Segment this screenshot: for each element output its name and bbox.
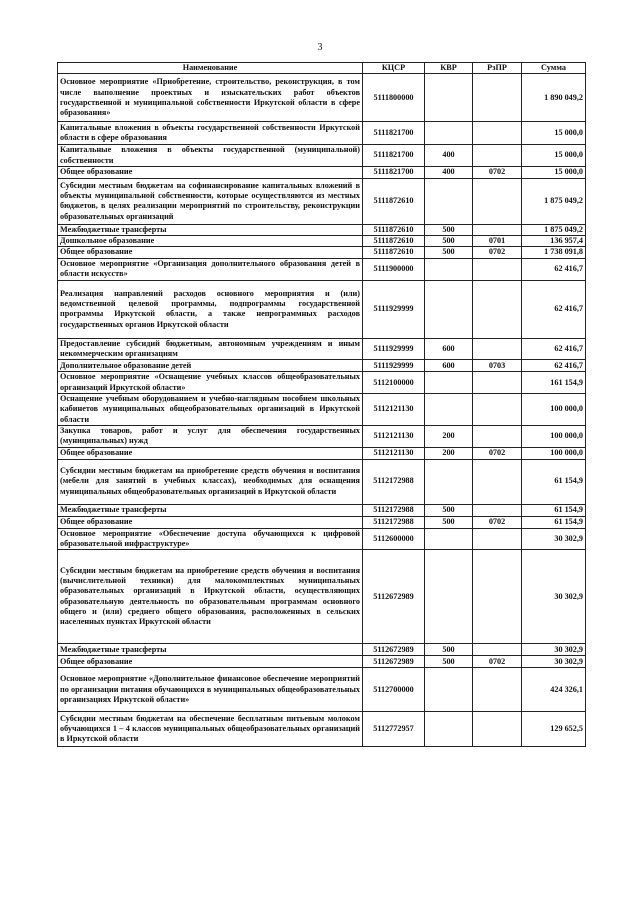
cell-kvr: 500 <box>425 224 473 235</box>
cell-amount: 15 000,0 <box>522 145 586 167</box>
cell-amount: 100 000,0 <box>522 425 586 447</box>
cell-rzpr: 0702 <box>473 247 522 258</box>
cell-amount: 61 154,9 <box>522 516 586 528</box>
cell-amount: 62 416,7 <box>522 338 586 360</box>
table-row <box>58 459 586 504</box>
table-row <box>58 145 586 167</box>
cell-amount: 136 957,4 <box>522 236 586 247</box>
table-header-row <box>58 63 586 74</box>
cell-rzpr <box>473 459 522 504</box>
table-row <box>58 712 586 747</box>
table-row <box>58 516 586 528</box>
cell-amount: 15 000,0 <box>522 166 586 178</box>
cell-kcsr: 5111929999 <box>363 280 425 338</box>
header-kcsr: КЦСР <box>363 63 425 74</box>
cell-rzpr <box>473 280 522 338</box>
cell-rzpr <box>473 338 522 360</box>
table-row <box>58 393 586 425</box>
cell-name: Капитальные вложения в объекты государственной собственности Иркутской области в сфере образования <box>58 122 363 145</box>
cell-amount: 1 890 049,2 <box>522 74 586 122</box>
cell-amount: 100 000,0 <box>522 393 586 425</box>
cell-kcsr: 5112121130 <box>363 447 425 459</box>
cell-kcsr: 5111900000 <box>363 258 425 280</box>
cell-kcsr: 5112672989 <box>363 656 425 668</box>
cell-kvr <box>425 393 473 425</box>
cell-kcsr: 5112672989 <box>363 644 425 656</box>
cell-kvr: 200 <box>425 447 473 459</box>
cell-name: Субсидии местным бюджетам на приобретение средств обучения и воспитания (мебели для занятий в учебных классах), необходимых для оснащения муниципальных общеобразовательных организаций в Иркутской области <box>58 459 363 504</box>
cell-kcsr: 5112600000 <box>363 528 425 550</box>
cell-rzpr <box>473 258 522 280</box>
cell-name: Субсидии местным бюджетам на софинансирование капитальных вложений в объекты муниципальной собственности, которые осуществляются из местных бюджетов, в целях реализации мероприятий по строительству, реконструкции образовательных организаций <box>58 178 363 224</box>
cell-rzpr <box>473 224 522 235</box>
cell-kcsr: 5111821700 <box>363 166 425 178</box>
cell-kvr: 500 <box>425 656 473 668</box>
cell-kvr: 600 <box>425 360 473 372</box>
cell-name: Дошкольное образование <box>58 236 363 247</box>
header-rzpr: РзПР <box>473 63 522 74</box>
cell-kcsr: 5111800000 <box>363 74 425 122</box>
cell-name: Общее образование <box>58 516 363 528</box>
table-row <box>58 360 586 372</box>
header-kvr: КВР <box>425 63 473 74</box>
cell-rzpr: 0703 <box>473 360 522 372</box>
cell-amount: 62 416,7 <box>522 360 586 372</box>
cell-rzpr: 0702 <box>473 447 522 459</box>
cell-name: Оснащение учебным оборудованием и учебно-наглядным пособием школьных кабинетов муниципальных общеобразовательных организаций в Иркутской области <box>58 393 363 425</box>
table-row <box>58 656 586 668</box>
cell-rzpr <box>473 550 522 644</box>
cell-kcsr: 5112672989 <box>363 550 425 644</box>
cell-kvr <box>425 178 473 224</box>
table-row <box>58 280 586 338</box>
cell-name: Общее образование <box>58 247 363 258</box>
cell-rzpr <box>473 393 522 425</box>
cell-rzpr <box>473 644 522 656</box>
cell-rzpr <box>473 712 522 747</box>
table-row <box>58 166 586 178</box>
table-row <box>58 236 586 247</box>
cell-kcsr: 5112121130 <box>363 393 425 425</box>
cell-kvr <box>425 74 473 122</box>
cell-name: Межбюджетные трансферты <box>58 504 363 516</box>
cell-amount: 61 154,9 <box>522 504 586 516</box>
cell-kcsr: 5112172988 <box>363 459 425 504</box>
cell-kcsr: 5111821700 <box>363 145 425 167</box>
cell-kcsr: 5111821700 <box>363 122 425 145</box>
cell-kvr <box>425 459 473 504</box>
cell-name: Закупка товаров, работ и услуг для обеспечения государственных (муниципальных) нужд <box>58 425 363 447</box>
cell-amount: 1 875 049,2 <box>522 178 586 224</box>
table-row <box>58 74 586 122</box>
cell-rzpr <box>473 425 522 447</box>
cell-name: Дополнительное образование детей <box>58 360 363 372</box>
cell-rzpr: 0702 <box>473 166 522 178</box>
cell-kcsr: 5112100000 <box>363 372 425 394</box>
cell-amount: 15 000,0 <box>522 122 586 145</box>
cell-kvr <box>425 122 473 145</box>
cell-amount: 100 000,0 <box>522 447 586 459</box>
table-row <box>58 338 586 360</box>
cell-amount: 30 302,9 <box>522 528 586 550</box>
table-row <box>58 550 586 644</box>
cell-kvr <box>425 528 473 550</box>
table-row <box>58 668 586 712</box>
cell-amount: 424 326,1 <box>522 668 586 712</box>
header-amount: Сумма <box>522 63 586 74</box>
cell-amount: 61 154,9 <box>522 459 586 504</box>
cell-kcsr: 5112172988 <box>363 504 425 516</box>
table-row <box>58 504 586 516</box>
cell-kvr <box>425 668 473 712</box>
cell-kvr: 200 <box>425 425 473 447</box>
cell-kvr <box>425 712 473 747</box>
cell-rzpr: 0701 <box>473 236 522 247</box>
cell-name: Основное мероприятие «Организация дополнительного образования детей в области искусств» <box>58 258 363 280</box>
cell-kcsr: 5111929999 <box>363 338 425 360</box>
table-body <box>58 74 586 747</box>
cell-name: Основное мероприятие «Обеспечение доступа обучающихся к цифровой образовательной инфраструктуре» <box>58 528 363 550</box>
cell-rzpr: 0702 <box>473 516 522 528</box>
cell-name: Межбюджетные трансферты <box>58 224 363 235</box>
table-row <box>58 644 586 656</box>
header-name: Наименование <box>58 63 363 74</box>
cell-rzpr <box>473 145 522 167</box>
cell-kvr: 500 <box>425 644 473 656</box>
cell-kcsr: 5112772957 <box>363 712 425 747</box>
cell-amount: 1 738 091,8 <box>522 247 586 258</box>
table-row <box>58 372 586 394</box>
cell-kcsr: 5112172988 <box>363 516 425 528</box>
cell-rzpr <box>473 372 522 394</box>
cell-amount: 30 302,9 <box>522 644 586 656</box>
cell-name: Субсидии местным бюджетам на приобретение средств обучения и воспитания (вычислительной техники) для малокомплектных муниципальных образовательных организаций в Иркутской области, осуществляющих образовательную деятельность по образовательным программам основного общего и (или) среднего общего образования, расположенных в сельских населенных пунктах Иркутской области <box>58 550 363 644</box>
cell-name: Общее образование <box>58 166 363 178</box>
cell-name: Реализация направлений расходов основного мероприятия и (или) ведомственной целевой программы, подпрограммы государственной программы Иркутской области, а также непрограммных расходов государственных органов Иркутской области <box>58 280 363 338</box>
cell-rzpr <box>473 528 522 550</box>
cell-amount: 62 416,7 <box>522 280 586 338</box>
cell-amount: 30 302,9 <box>522 656 586 668</box>
table-row <box>58 247 586 258</box>
cell-amount: 30 302,9 <box>522 550 586 644</box>
table-row <box>58 425 586 447</box>
cell-kcsr: 5112121130 <box>363 425 425 447</box>
cell-kvr: 600 <box>425 338 473 360</box>
cell-name: Общее образование <box>58 656 363 668</box>
cell-name: Основное мероприятие «Дополнительное финансовое обеспечение мероприятий по организации питания обучающихся в муниципальных общеобразовательных организациях Иркутской области» <box>58 668 363 712</box>
cell-kvr: 500 <box>425 236 473 247</box>
cell-amount: 62 416,7 <box>522 258 586 280</box>
cell-kvr: 500 <box>425 516 473 528</box>
cell-kcsr: 5111872610 <box>363 178 425 224</box>
cell-rzpr <box>473 504 522 516</box>
cell-kvr: 500 <box>425 504 473 516</box>
cell-name: Капитальные вложения в объекты государственной (муниципальной) собственности <box>58 145 363 167</box>
cell-kcsr: 5111929999 <box>363 360 425 372</box>
cell-rzpr <box>473 74 522 122</box>
cell-kvr: 500 <box>425 247 473 258</box>
cell-rzpr <box>473 122 522 145</box>
table-row <box>58 178 586 224</box>
cell-amount: 1 875 049,2 <box>522 224 586 235</box>
cell-kcsr: 5111872610 <box>363 224 425 235</box>
cell-kcsr: 5111872610 <box>363 247 425 258</box>
cell-kvr <box>425 550 473 644</box>
budget-table <box>57 62 586 747</box>
cell-kvr <box>425 280 473 338</box>
cell-kvr: 400 <box>425 166 473 178</box>
table-row <box>58 528 586 550</box>
cell-rzpr <box>473 668 522 712</box>
cell-kcsr: 5112700000 <box>363 668 425 712</box>
cell-kvr: 400 <box>425 145 473 167</box>
cell-name: Общее образование <box>58 447 363 459</box>
cell-amount: 161 154,9 <box>522 372 586 394</box>
cell-name: Основное мероприятие «Оснащение учебных классов общеобразовательных организаций Иркутской области» <box>58 372 363 394</box>
table-row <box>58 447 586 459</box>
cell-name: Предоставление субсидий бюджетным, автономным учреждениям и иным некоммерческим организациям <box>58 338 363 360</box>
cell-name: Основное мероприятие «Приобретение, строительство, реконструкция, в том числе выполнение проектных и изыскательских работ объектов государственной и муниципальной собственности Иркутской области в сфере образования» <box>58 74 363 122</box>
cell-amount: 129 652,5 <box>522 712 586 747</box>
table-row <box>58 122 586 145</box>
table-row <box>58 258 586 280</box>
table-row <box>58 224 586 235</box>
cell-kcsr: 5111872610 <box>363 236 425 247</box>
cell-rzpr: 0702 <box>473 656 522 668</box>
cell-kvr <box>425 258 473 280</box>
page-number: 3 <box>317 42 323 53</box>
cell-name: Межбюджетные трансферты <box>58 644 363 656</box>
cell-rzpr <box>473 178 522 224</box>
cell-kvr <box>425 372 473 394</box>
cell-name: Субсидии местным бюджетам на обеспечение бесплатным питьевым молоком обучающихся 1 – 4 классов муниципальных общеобразовательных организаций в Иркутской области <box>58 712 363 747</box>
